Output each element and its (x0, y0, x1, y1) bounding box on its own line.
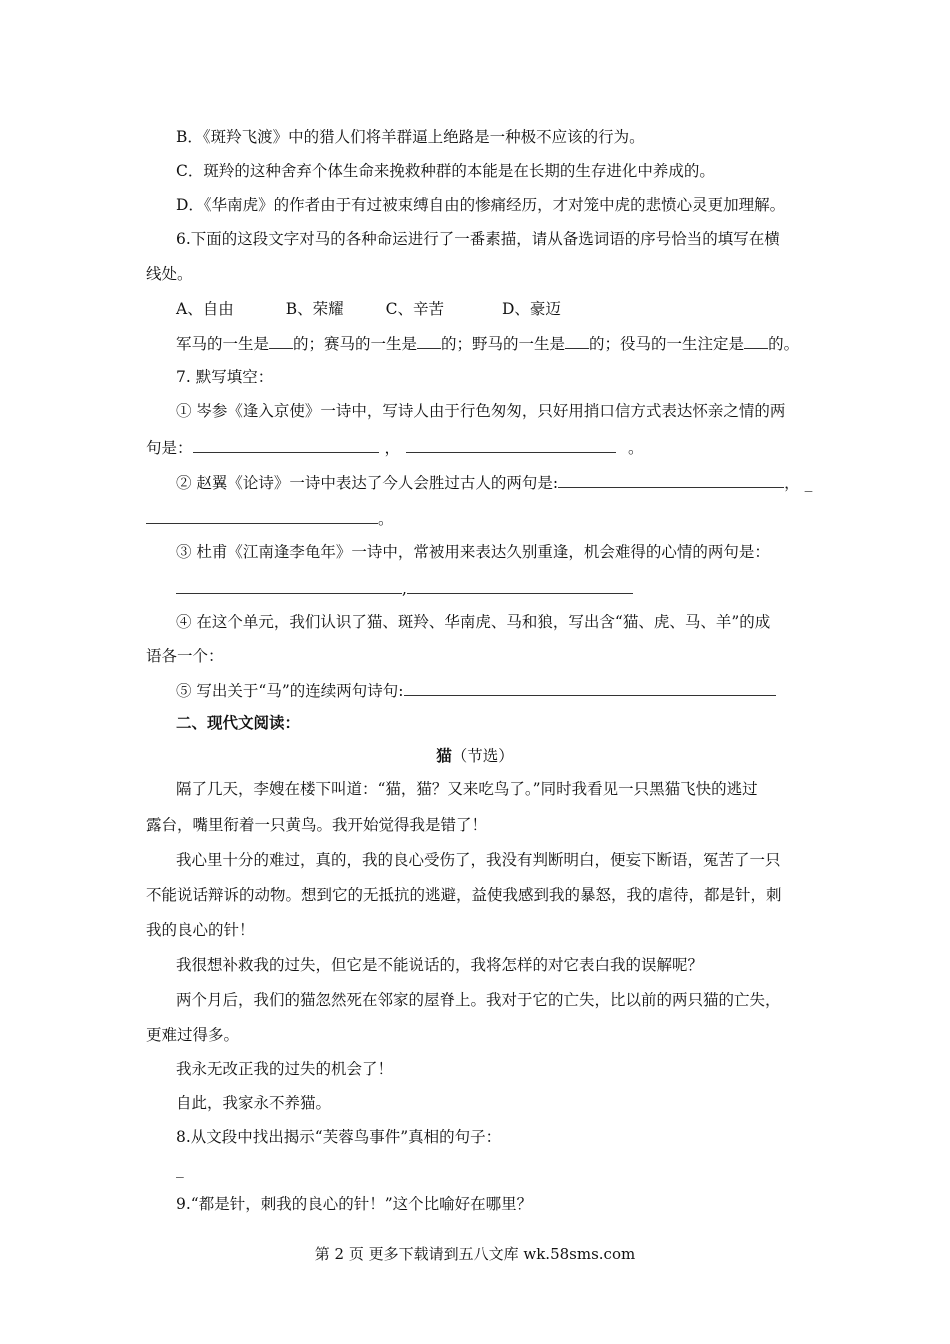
choice-a: A、自由 (176, 300, 234, 318)
passage-title (0, 745, 950, 767)
passage-p2-line2: 不能说话辩诉的动物。想到它的无抵抗的逃避，益使我感到我的暴怒，我的虐待，都是针，刺 (146, 886, 782, 904)
item-text: ⑤ 写出关于“马”的连续两句诗句: (176, 682, 404, 700)
question-6-line1: 6.下面的这段文字对马的各种命运进行了一番素描，请从备选词语的序号恰当的填写在横 (176, 230, 780, 248)
answer-blank[interactable] (176, 577, 402, 594)
passage-p6: 自此，我家永不养猫。 (176, 1094, 332, 1112)
section-heading: 二、现代文阅读： (176, 713, 301, 732)
passage-p2-line1: 我心里十分的难过，真的，我的良心受伤了，我没有判断明白，便妄下断语，冤苦了一只 (176, 851, 781, 869)
passage-p2-line3: 我的良心的针！ (146, 921, 255, 939)
sentence-segment: 的；野马的一生是 (441, 335, 566, 353)
option-b: B．《斑羚飞渡》中的猎人们将羊群逼上绝路是一种极不应该的行为。 (176, 128, 645, 146)
passage-p1-line2: 露台，嘴里衔着一只黄鸟。我开始觉得我是错了！ (146, 816, 488, 834)
passage-p4-line1: 两个月后，我们的猫忽然死在邻家的屋脊上。我对于它的亡失，比以前的两只猫的亡失， (176, 991, 781, 1009)
q7-item4-line2: 语各一个： (146, 647, 224, 665)
answer-blank[interactable] (404, 679, 776, 696)
choice-b: B、荣耀 (285, 300, 344, 318)
q7-item1-line1: ① 岑参《逢入京使》一诗中，写诗人由于行色匆匆，只好用捎口信方式表达怀亲之情的两 (176, 402, 786, 420)
question-6-sentence (176, 332, 799, 355)
item-text: ② 赵翼《论诗》一诗中表达了今人会胜过古人的两句是: (176, 474, 559, 492)
page-footer: 第 2 页 更多下载请到五八文库 wk.58sms.com (314, 1245, 636, 1263)
q7-item4-line1: ④ 在这个单元，我们认识了猫、斑羚、华南虎、马和狼，写出含“猫、虎、马、羊”的成 (176, 613, 771, 631)
passage-p5: 我永无改正我的过失的机会了！ (176, 1060, 394, 1078)
choice-c: C、辛苦 (385, 300, 444, 318)
question-8: 8.从文段中找出揭示“芙蓉鸟事件”真相的句子： (176, 1128, 502, 1146)
answer-blank[interactable] (406, 436, 616, 453)
question-6-choices (176, 298, 561, 320)
punctuation: ， _ (784, 474, 813, 492)
punctuation: , (402, 580, 407, 598)
answer-blank[interactable] (565, 332, 589, 349)
choice-d: D、豪迈 (501, 300, 561, 318)
q7-item1-line2 (146, 436, 644, 459)
passage-p3: 我很想补救我的过失，但它是不能说话的，我将怎样的对它表白我的误解呢？ (176, 956, 704, 974)
q7-item3-line1: ③ 杜甫《江南逢李龟年》一诗中，常被用来表达久别重逢，机会难得的心情的两句是： (176, 543, 770, 561)
answer-blank[interactable] (417, 332, 441, 349)
answer-blank[interactable] (558, 471, 784, 488)
option-d: D．《华南虎》的作者由于有过被束缚自由的惨痛经历，才对笼中虎的悲愤心灵更加理解。 (176, 196, 786, 214)
answer-blank[interactable] (744, 332, 768, 349)
answer-blank[interactable] (407, 577, 633, 594)
q7-item5 (176, 679, 776, 702)
title-text: 猫 (436, 746, 452, 765)
punctuation: 。 (628, 439, 644, 457)
q7-item2-line1 (176, 471, 812, 494)
q7-item3-line2 (176, 577, 633, 600)
sentence-segment: 的；赛马的一生是 (293, 335, 418, 353)
question-9: 9.“都是针，刺我的良心的针！”这个比喻好在哪里？ (176, 1195, 533, 1213)
answer-blank[interactable] (146, 507, 378, 524)
option-c: C．斑羚的这种舍弃个体生命来挽救种群的本能是在长期的生存进化中养成的。 (176, 162, 715, 180)
answer-blank[interactable] (193, 436, 379, 453)
question-6-line2: 线处。 (146, 265, 193, 283)
sentence-segment: 军马的一生是 (176, 335, 270, 353)
sentence-segment: 的；役马的一生注定是 (589, 335, 745, 353)
punctuation: ， (384, 439, 401, 457)
item-prefix: 句是： (146, 439, 193, 457)
passage-p1-line1: 隔了几天，李嫂在楼下叫道：“猫，猫？又来吃鸟了。”同时我看见一只黑猫飞快的逃过 (176, 780, 758, 798)
question-8-answer-mark[interactable]: _ (176, 1160, 184, 1178)
punctuation: 。 (378, 510, 394, 528)
sentence-segment: 的。 (768, 335, 800, 353)
passage-p4-line2: 更难过得多。 (146, 1026, 240, 1044)
q7-item2-line2 (146, 507, 394, 530)
answer-blank[interactable] (269, 332, 293, 349)
title-note: （节选） (451, 747, 514, 765)
question-7-title: 7. 默写填空： (176, 368, 274, 386)
